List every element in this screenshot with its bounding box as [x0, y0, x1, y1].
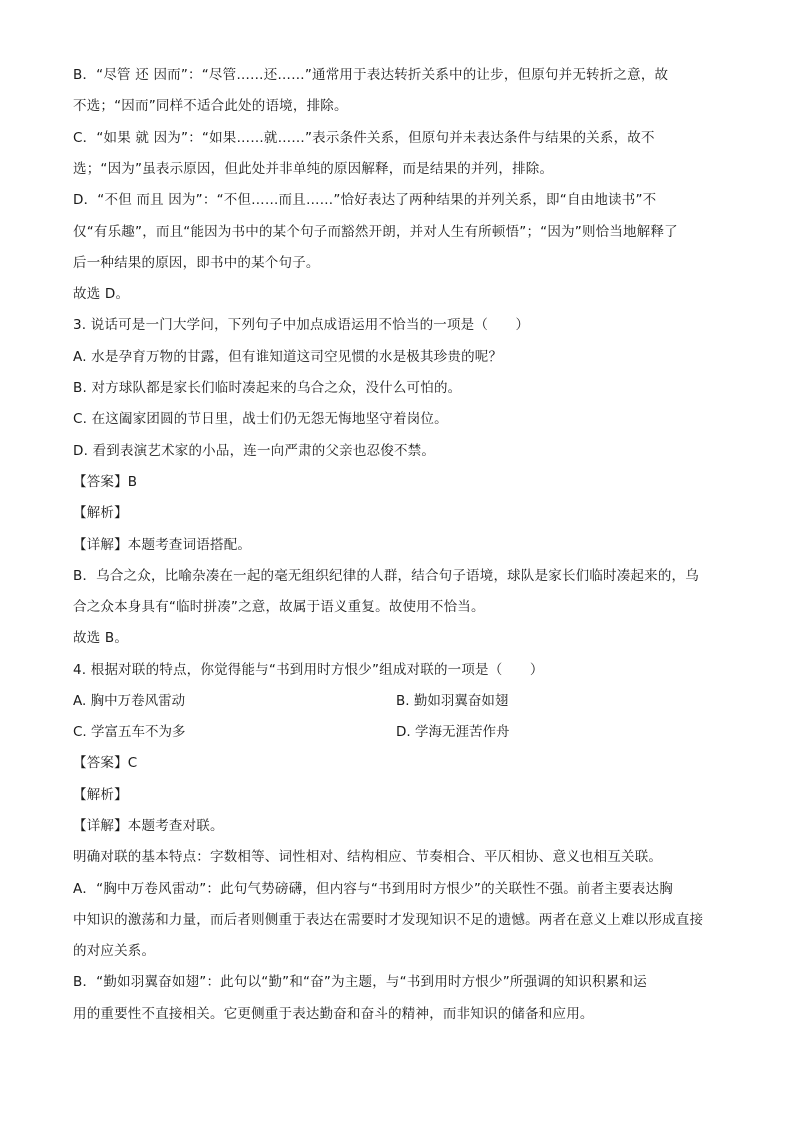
answer-label: 【答案】C — [73, 755, 138, 771]
option-b: B. 对方球队都是家长们临时凑起来的乌合之众，没什么可怕的。 — [73, 380, 462, 396]
option-a: A. 水是孕育万物的甘露，但有谁知道这司空见惯的水是极其珍贵的呢？ — [73, 349, 503, 365]
analysis-label: 【解析】 — [73, 787, 128, 803]
option-d: D. 学海无涯苦作舟 — [396, 724, 510, 740]
text-line: 明确对联的基本特点：字数相等、词性相对、结构相应、节奏相合、平仄相协、意义也相互关联。 — [73, 849, 663, 865]
text-line: 故选 D。 — [73, 286, 130, 302]
text-line: 用的重要性不直接相关。它更侧重于表达勤奋和奋斗的精神，而非知识的储备和应用。 — [73, 1006, 594, 1022]
option-d: D. 看到表演艺术家的小品，连一向严肃的父亲也忍俊不禁。 — [73, 443, 436, 459]
option-b: B. 勤如羽翼奋如翅 — [396, 693, 509, 709]
text-line: 后一种结果的原因，即书中的某个句子。 — [73, 255, 320, 271]
question-3: 3. 说话可是一门大学问，下列句子中加点成语运用不恰当的一项是（ ） — [73, 317, 530, 333]
option-c: C. 学富五车不为多 — [73, 724, 186, 740]
text-line: B．“尽管 还 因而”：“尽管……还……”通常用于表达转折关系中的让步，但原句并无转折之意，故 — [73, 67, 669, 83]
option-a: A. 胸中万卷风雷动 — [73, 693, 186, 709]
text-line: C．“如果 就 因为”：“如果……就……”表示条件关系，但原句并未表达条件与结果的关系，故不 — [73, 130, 655, 146]
text-line: 仅“有乐趣”，而且“能因为书中的某个句子而豁然开朗，并对人生有所顿悟”；“因为”则恰当地解释了 — [73, 224, 678, 240]
text-line: 不选；“因而”同样不适合此处的语境，排除。 — [73, 98, 348, 114]
option-c: C. 在这阖家团圆的节日里，战士们仍无怨无悔地坚守着岗位。 — [73, 411, 448, 427]
text-line: D．“不但 而且 因为”：“不但……而且……”恰好表达了两种结果的并列关系，即“自由地读书”不 — [73, 192, 657, 208]
text-line: B．乌合之众，比喻杂凑在一起的毫无组织纪律的人群，结合句子语境，球队是家长们临时凑起来的，乌 — [73, 568, 699, 584]
detail-label: 【详解】本题考查对联。 — [73, 818, 224, 834]
question-4: 4. 根据对联的特点，你觉得能与“书到用时方恨少”组成对联的一项是（ ） — [73, 662, 544, 678]
text-line: 合之众本身具有“临时拼凑”之意，故属于语义重复。故使用不恰当。 — [73, 599, 485, 615]
text-line: 故选 B。 — [73, 630, 129, 646]
text-line: A．“胸中万卷风雷动”：此句气势磅礴，但内容与“书到用时方恨少”的关联性不强。前者主要表达胸 — [73, 881, 673, 897]
text-line: 的对应关系。 — [73, 943, 156, 959]
text-line: 选；“因为”虽表示原因，但此处并非单纯的原因解释，而是结果的并列，排除。 — [73, 161, 554, 177]
text-line: 中知识的激荡和力量，而后者则侧重于表达在需要时才发现知识不足的遗憾。两者在意义上难以形成直接 — [73, 912, 704, 928]
detail-label: 【详解】本题考查词语搭配。 — [73, 537, 252, 553]
text-line: B．“勤如羽翼奋如翅”：此句以“勤”和“奋”为主题，与“书到用时方恨少”所强调的知识积累和运 — [73, 974, 647, 990]
answer-label: 【答案】B — [73, 474, 138, 490]
analysis-label: 【解析】 — [73, 505, 128, 521]
